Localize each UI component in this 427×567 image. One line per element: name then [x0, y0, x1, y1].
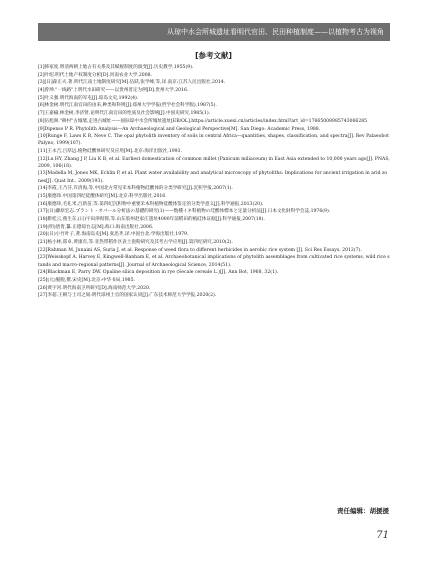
references-title: [参考文献] — [195, 51, 232, 60]
reference-item: [5]叶义强.明代海南的军屯[J].琼岛文史,1992(4). — [38, 95, 139, 101]
reference-item: [13]Madella M, Jones MK, Echlin P, et al. Plant water availability and analytical microscopy of phytoliths: Implications for ancient irrigation in arid zones[J]. Quat Int., 2009(193). — [38, 171, 388, 184]
reference-item: [7]王嘉榆,林金树,李济贤.论明代江南官田的性质及社会影响[J].中国史研究,1985(1). — [38, 111, 211, 117]
reference-item: [6]林金树.明代江南官田的由来,种类和科则[J].郑州大学学报(哲学社会科学版),1987(5). — [38, 103, 217, 109]
reference-item: [9]Dipenso P R. Phytolith Analysis—An Archaeological and Geological Perspective[M]. San Diego: Academic Press, 1988. — [38, 126, 321, 132]
reference-item: [26]黄宇河.明代海南卫所研究[D].海南师范大学,2020. — [38, 285, 151, 291]
reference-item: [10]Runge F, Laws K R, Neve C. The opal phytolith inventory of soils in central Africa—quantities, shapes, classification, and spectra[J]. Rev Palaeobot Palyno, 1999(107). — [38, 134, 389, 147]
reference-item: [1]韩家度.明清两朝上地占有关系及其赋税制度的演变[J].历史教学,1955(9). — [38, 65, 194, 70]
reference-item: [11]王永吉,吕厚远.植物硅酸体研究及应用[M].北京:海洋出版社,1993. — [38, 148, 182, 154]
reference-item: [25](元)脱脱,撰.宋史[M].北京:中华书局,1985. — [38, 277, 135, 283]
reference-item: [16]康德珍,毛礼米,吕新苗,等.第四纪沉积物中重要禾本科植物硅酸体鉴定的分类学意义[J].科学通报,2013(20). — [38, 201, 264, 207]
reference-item: [15]康德珍.中国第四纪硅酸体研究[M].北京:科学出版社,2016. — [38, 193, 167, 199]
reference-item: [4]曾坤."一线路"上明代水田研究——以贵州普定为例[D].贵州大学,2016. — [38, 88, 189, 94]
reference-item: [21]杨小林,郑卓,黄康有,等.亚热带稻作区表土孢粉研究及其考古学应用[J].第四纪研究,2010(2). — [38, 240, 233, 246]
reference-item: [14]李霞,王乃芬,许清海,等.中国北方常见禾本科植物硅酸体的分类学研究[J].沉积学报,2007(1). — [38, 186, 233, 192]
reference-item: [2]叶绍.明代土地产权制度分析[D].河南农业大学,2008. — [38, 72, 152, 78]
reference-item: [3][日]森正夫.著.明代江南土地制度研究[M].伍跃,张学峰,等,译.南京:江苏人民出版社,2014. — [38, 80, 226, 86]
running-header: 从琼中水会所城遗址看明代官田、民田种植制度——以植物考古为视角 — [38, 23, 390, 41]
reference-item: [17](日)藤原宏志.プラント・オパール分析法の基礎的研究(1)——数種イネ科植物の珪酸体標本と定量分析法[J].日本文化財科学会誌,1976(9). — [38, 209, 331, 215]
reference-list — [38, 64, 390, 300]
reference-item: [12]Lu HY, Zhang J P, Liu K B, et al. Earliest domestication of common millet (Panicum miliaceum) in East Asia extended to 10,000 years ago[J]. PNAS, 2009, 106(18). — [38, 156, 390, 169]
page-number: 71 — [376, 530, 389, 541]
responsible-editor: 责任编辑：胡援援 — [337, 507, 389, 515]
reference-item: [24]Blackman E, Parry DW. Opaline silica deposition in rye (Secale cereale L.)[J]. Ann Bot, 1968, 32(1). — [38, 270, 279, 276]
reference-item: [8]伍旭洲."耕村"古城墙,走进古城址——国际琼中水会所城址遗址[EB/OL].https://article.xuexi.cn/articles/index.html?art_id=17665008985743066285 — [38, 118, 368, 124]
reference-item: [22]Rahman M, Junaini AS, Suria J, et al. Response of weed flora to different herbicides in aerobic rice system [J]. Sci Res Essays, 2012(7). — [38, 247, 362, 253]
reference-item: [27]李超.王朝与土司之间:明代琼州土官的国家认同[J].广东技术师范大学学报,2020(2). — [38, 293, 217, 299]
reference-item: [23]Weisskopf A, Harvey E, Kingwell-Banham E, et al. Archaeobotanical implications of phytolith assemblages from cultivated rice systems, wild rice stands and macro-regional patterns[J]. Journal of Archaeological Science, 2014(51). — [38, 255, 390, 268]
reference-item: [19](明)唐胄,纂.正德琼台志[M].海口:海南出版社,2006. — [38, 224, 154, 230]
reference-item: [20](日)小竹叶子,著.海南岛史[M].张迅齐,译.中国台北:学海出版社,1979. — [38, 232, 189, 238]
reference-item: [18]靳桂云,燕生东,(日)宇田津彻郎,等.山东胶州赵家庄遗址4000年前稻田的植硅体证据[J].科学通报,2007(18). — [38, 216, 265, 222]
